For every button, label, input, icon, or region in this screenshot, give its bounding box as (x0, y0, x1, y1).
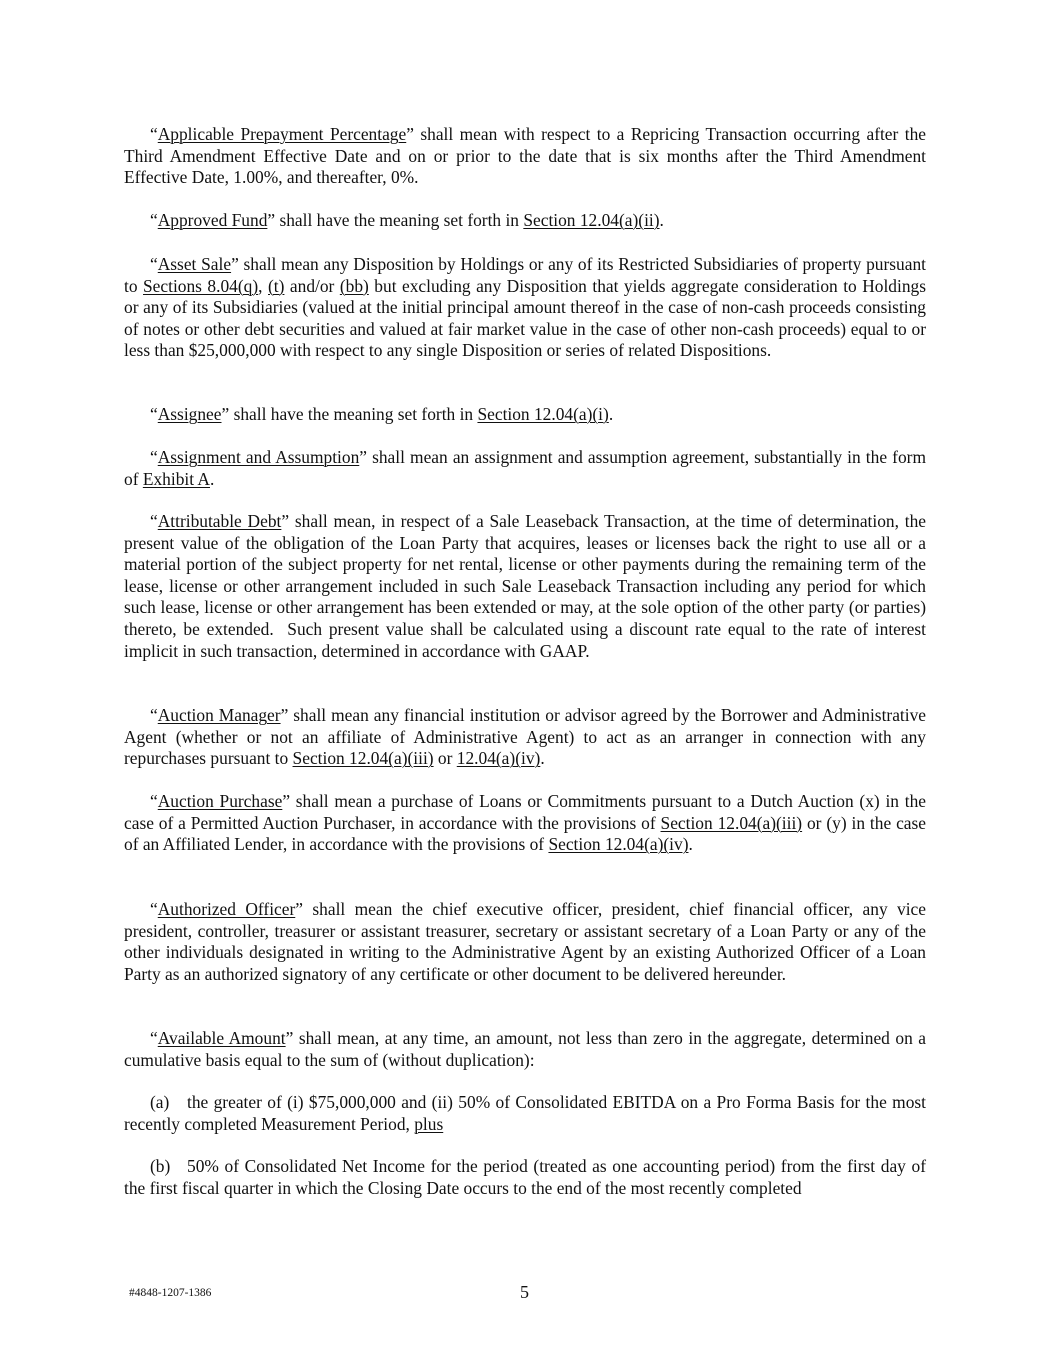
defined-term: Assignment and Assumption (157, 447, 360, 467)
body-text: “ (150, 447, 158, 467)
definition-approved-fund (124, 210, 926, 232)
definition-auction-manager (124, 705, 926, 770)
clause-label: (a) (150, 1092, 170, 1112)
definition-authorized-officer (124, 899, 926, 985)
cross-reference-link[interactable]: Exhibit A (142, 468, 210, 489)
definition-attributable-debt (124, 511, 926, 662)
cross-reference-link[interactable]: Section 12.04(a)(ii) (523, 210, 660, 230)
body-text: “ (150, 254, 158, 274)
body-text: 50% of Consolidated Net Income for the period (treated as one accounting period) from the first day of the first fiscal quarter in which the Closing Date occurs to the end of the most recently completed (124, 1156, 926, 1198)
body-text: ” shall mean with respect to a Repricing Transaction occurring after the Third Amendment Effective Date and on or prior to the date that is six months after the Third Amendment Effective Date, 1.00%, and thereafter, 0%. (124, 124, 926, 188)
body-text: or (y) in the case of an Affiliated Lender, in accordance with the provisions of (124, 812, 926, 855)
defined-term: Applicable Prepayment Percentage (157, 124, 407, 144)
body-text: ” shall have the meaning set forth in (221, 404, 478, 424)
defined-term: Assignee (157, 404, 222, 424)
body-text: ” shall mean any financial institution or advisor agreed by the Borrower and Administrative Agent (whether or not an affiliate of Administrative Agent) to act as an arranger in connection with any repurchases pursuant to (124, 705, 926, 769)
body-text: ” shall mean any Disposition by Holdings or any of its Restricted Subsidiaries of property pursuant to (124, 254, 927, 296)
body-text: “ (150, 511, 158, 531)
clause-text (124, 1156, 926, 1198)
body-text: “ (150, 791, 158, 811)
body-text: “ (150, 705, 158, 725)
defined-term: Approved Fund (157, 210, 268, 230)
body-text: “ (150, 899, 158, 919)
cross-reference-link[interactable]: Section 12.04(a)(iii) (660, 812, 803, 833)
defined-term: Asset Sale (157, 254, 232, 274)
body-text: ” shall mean a purchase of Loans or Commitments pursuant to a Dutch Auction (x) in the case of a Permitted Auction Purchaser, in accordance with the provisions of (124, 791, 927, 833)
body-text: and/or (284, 275, 340, 296)
body-text: “ (150, 124, 158, 144)
body-text: ” shall mean, at any time, an amount, not less than zero in the aggregate, determined on a cumulative basis equal to the sum of (without duplication): (124, 1028, 926, 1070)
defined-term: Attributable Debt (157, 511, 282, 531)
body-text: ” shall mean, in respect of a Sale Leaseback Transaction, at the time of determination, the present value of the obligation of the Loan Party that acquires, leases or licenses back the right to use all or a material portion of the subject property for net rental, license or other payments during the remaining term of the lease, license or other arrangement included in such Sale Leaseback Transaction including any period for which such lease, license or other arrangement has been extended or may, at the sole option of the other party (or parties) thereto, be extended. Such present value shall be calculated using a discount rate equal to the rate of interest implicit in such transaction, determined in accordance with GAAP. (124, 511, 926, 661)
document-id: #4848-1207-1386 (129, 1287, 212, 1299)
body-text: . (688, 834, 693, 855)
cross-reference-link[interactable]: Sections 8.04(q) (143, 275, 259, 296)
body-text: . (608, 404, 614, 424)
cross-reference-link[interactable]: Section 12.04(a)(iii) (292, 748, 434, 769)
body-text: the greater of (i) $75,000,000 and (ii) 50% of Consolidated EBITDA on a Pro Forma Basis for the most recently completed Measurement Period, (124, 1092, 926, 1134)
body-text: or (433, 748, 457, 769)
defined-term: Auction Purchase (157, 791, 283, 811)
body-text: ” shall mean an assignment and assumption agreement, substantially in the form of (124, 447, 926, 489)
defined-term: plus (414, 1113, 444, 1134)
definition-applicable-prepayment-percentage (124, 124, 926, 189)
defined-term: Auction Manager (157, 705, 281, 725)
clause-text (124, 1092, 926, 1134)
body-text: ” shall mean the chief executive officer, president, chief financial officer, any vice president, controller, treasurer or assistant treasurer, secretary or assistant secretary of a Loan Party or any of the other individuals designated in writing to the Administrative Agent by an existing Authorized Officer of a Loan Party as an authorized signatory of any certificate or other document to be delivered hereunder. (124, 899, 926, 984)
defined-term: Available Amount (157, 1028, 286, 1048)
defined-term: Authorized Officer (157, 899, 296, 919)
clause-label: (b) (150, 1156, 171, 1176)
definition-available-amount (124, 1028, 926, 1071)
page-number: 5 (520, 1282, 529, 1302)
body-text: . (659, 210, 664, 230)
clause-b (124, 1156, 926, 1199)
body-text: “ (150, 404, 158, 424)
cross-reference-link[interactable]: (bb) (339, 275, 369, 296)
cross-reference-link[interactable]: (t) (268, 275, 285, 296)
definition-asset-sale (124, 254, 926, 362)
clause-a (124, 1092, 926, 1135)
body-text: “ (150, 1028, 158, 1048)
definition-assignment-and-assumption (124, 447, 926, 490)
body-text: but excluding any Disposition that yields aggregate consideration to Holdings or any of its Subsidiaries (valued at the initial principal amount thereof in the case of non-cash proceeds consisting of notes or other debt securities and valued at fair market value in the case of other non-cash proceeds) equal to or less than $25,000,000 with respect to any single Disposition or series of related Dispositions. (124, 275, 926, 361)
definition-assignee (124, 404, 926, 426)
definition-auction-purchase (124, 791, 926, 856)
body-text: “ (150, 210, 158, 230)
body-text: . (210, 468, 215, 489)
body-text: . (540, 748, 545, 769)
body-text: , (258, 275, 268, 296)
cross-reference-link[interactable]: 12.04(a)(iv) (456, 748, 541, 769)
cross-reference-link[interactable]: Section 12.04(a)(iv) (548, 834, 689, 855)
cross-reference-link[interactable]: Section 12.04(a)(i) (477, 404, 609, 424)
body-text: ” shall have the meaning set forth in (267, 210, 524, 230)
